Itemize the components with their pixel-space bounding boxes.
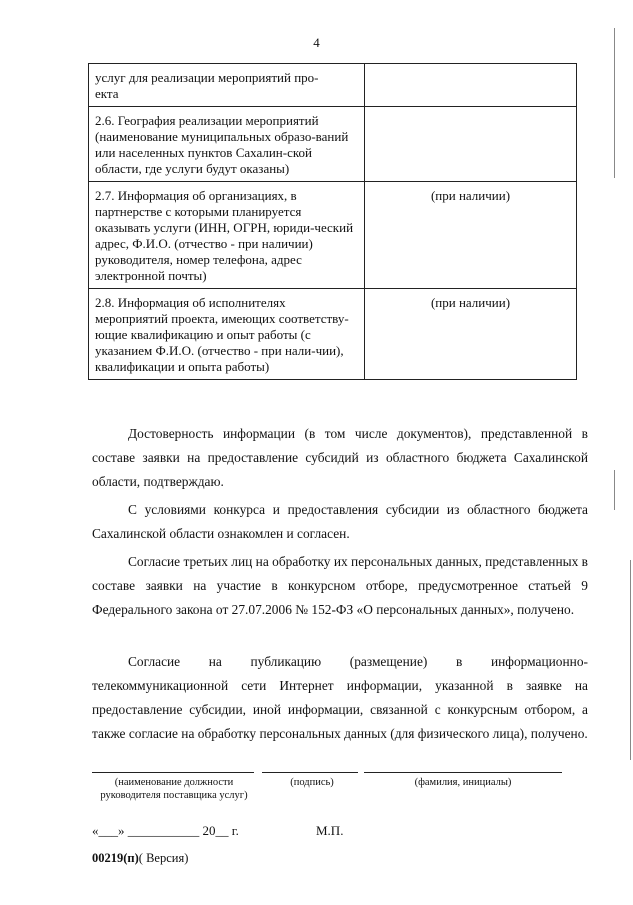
page-number: 4 bbox=[313, 35, 320, 50]
table-row bbox=[89, 289, 577, 380]
row-value: (при наличии) bbox=[365, 289, 577, 380]
version-code bbox=[92, 851, 188, 866]
signature-line bbox=[262, 772, 358, 773]
table-row bbox=[89, 64, 577, 107]
scan-edge-line bbox=[614, 28, 615, 178]
project-info-table bbox=[88, 63, 577, 380]
name-signature-line bbox=[364, 772, 562, 773]
version-label: ( Версия) bbox=[138, 851, 189, 865]
position-label: (наименование должности руководителя поставщика услуг) bbox=[100, 777, 248, 801]
paragraph-reliability: Достоверность информации (в том числе документов), представленной в составе заявки на предоставление субсидий из областного бюджета Сахалинской области, подтверждаю. bbox=[92, 426, 588, 489]
scan-edge-line bbox=[630, 560, 631, 760]
stamp-label: М.П. bbox=[316, 823, 344, 838]
table-row bbox=[89, 182, 577, 289]
row-label: услуг для реализации мероприятий про- екта bbox=[89, 64, 365, 107]
scan-edge-line bbox=[614, 470, 615, 510]
row-value bbox=[365, 107, 577, 182]
paragraph-publication-consent: Согласие на публикацию (размещение) в информационно-телекоммуникационной сети Интернет информации, указанной в заявке на предоставление субсидии, иной информации, связанной с конкурсным отбором, а также согласие на обработку персональных данных (для физического лица), получено. bbox=[92, 654, 588, 741]
version-number: 00219(п) bbox=[92, 851, 139, 865]
name-label: (фамилия, инициалы) bbox=[414, 777, 512, 788]
row-label: 2.8. Информация об исполнителях мероприятий проекта, имеющих соответству-ющие квалификацию и опыт работы (с указанием Ф.И.О. (отчество - при нали-чии), квалификации и опыта работы) bbox=[89, 289, 365, 380]
paragraph-third-party-consent: Согласие третьих лиц на обработку их персональных данных, представленных в составе заявки на участие в конкурсном отборе, предусмотренное статьей 9 Федерального закона от 27.07.2006 № 152-ФЗ «О персональных данных», получено. bbox=[92, 554, 588, 617]
table-row bbox=[89, 107, 577, 182]
paragraph-conditions: С условиями конкурса и предоставления субсидии из областного бюджета Сахалинской области ознакомлен и согласен. bbox=[92, 502, 588, 541]
row-label: 2.7. Информация об организациях, в партнерстве с которыми планируется оказывать услуги (ИНН, ОГРН, юриди-ческий адрес, Ф.И.О. (отчество - при наличии) руководителя, номер телефона, адрес электронной почты) bbox=[89, 182, 365, 289]
row-label: 2.6. География реализации мероприятий (наименование муниципальных образо-ваний или населенных пунктов Сахалин-ской области, где услуги будут оказаны) bbox=[89, 107, 365, 182]
row-value: (при наличии) bbox=[365, 182, 577, 289]
row-value bbox=[365, 64, 577, 107]
signature-label: (подпись) bbox=[290, 777, 334, 788]
date-line: «___» ___________ 20__ г. bbox=[92, 823, 239, 838]
position-signature-line bbox=[92, 772, 254, 773]
